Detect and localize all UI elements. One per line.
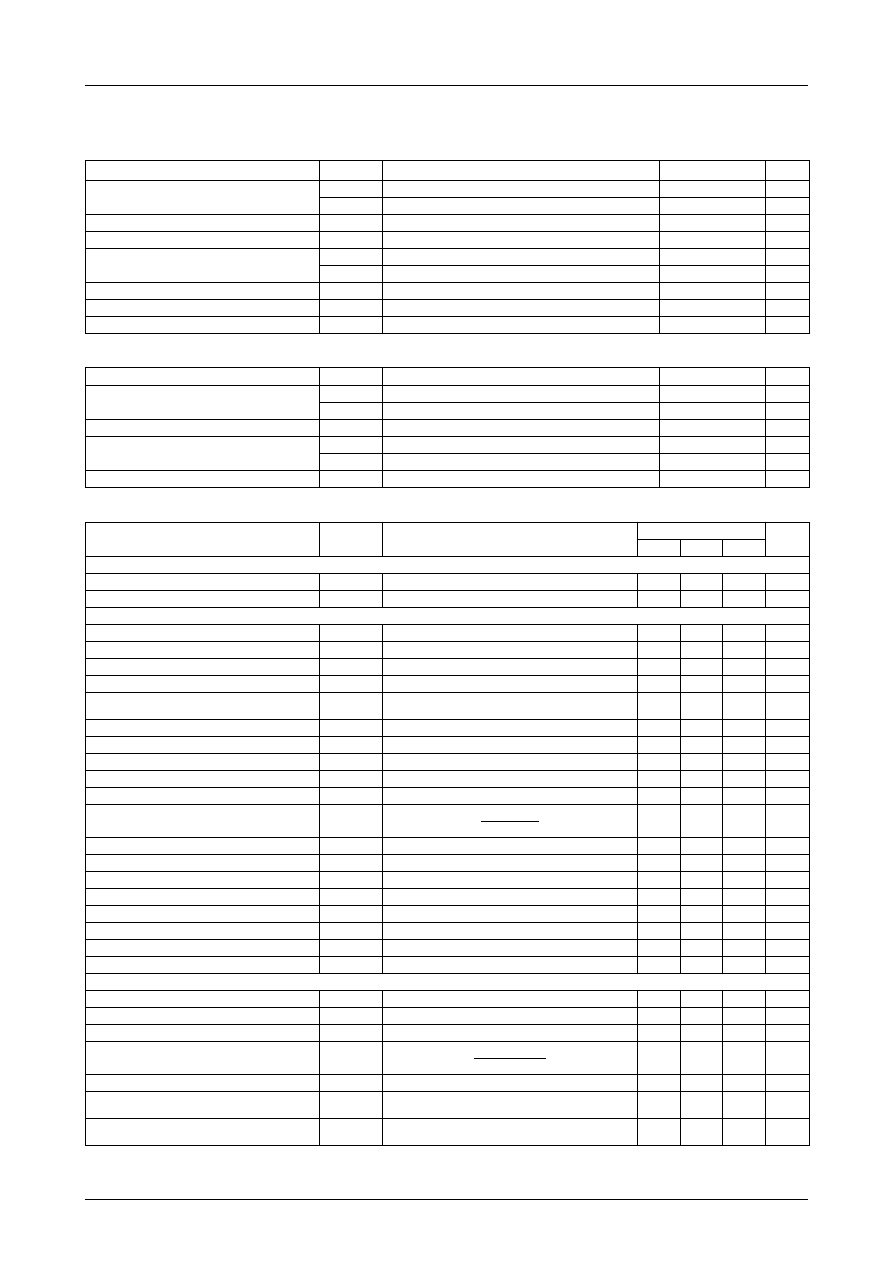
- table-row: [86, 317, 810, 334]
- table-row: [86, 838, 810, 855]
- table-row: [86, 737, 810, 754]
- section-row: [86, 974, 810, 991]
- section-row: [86, 557, 810, 574]
- table-row: [86, 957, 810, 974]
- table-row: [86, 181, 810, 198]
- table-row: [86, 249, 810, 266]
- table-row: [86, 940, 810, 957]
- table-row: [86, 805, 810, 838]
- table-row: [86, 754, 810, 771]
- table-row: [86, 788, 810, 805]
- header-rule: [85, 85, 808, 86]
- table-row: [86, 855, 810, 872]
- table-row: [86, 625, 810, 642]
- electrical-characteristics-table: [85, 522, 810, 1146]
- table-row: [86, 420, 810, 437]
- thermal-characteristics-table: [85, 367, 810, 488]
- table-row: [86, 923, 810, 940]
- table-row: [86, 771, 810, 788]
- table-row: [86, 720, 810, 737]
- table-row: [86, 232, 810, 249]
- table-header-row: [86, 368, 810, 386]
- table-row: [86, 906, 810, 923]
- fraction-bar: [481, 821, 539, 822]
- table-row: [86, 437, 810, 454]
- table-row: [86, 659, 810, 676]
- table-row: [86, 283, 810, 300]
- table-row: [86, 676, 810, 693]
- table-row: [86, 991, 810, 1008]
- table-row: [86, 591, 810, 608]
- absolute-max-ratings-table: [85, 160, 810, 334]
- table-header-row: [86, 523, 810, 540]
- table-row: [86, 642, 810, 659]
- table-row: [86, 471, 810, 488]
- table-row: [86, 889, 810, 906]
- section-row: [86, 608, 810, 625]
- table-row: [86, 1008, 810, 1025]
- table-row: [86, 1092, 810, 1119]
- table-row: [86, 1075, 810, 1092]
- table-row: [86, 300, 810, 317]
- table-row: [86, 215, 810, 232]
- table-row: [86, 693, 810, 720]
- table-row: [86, 386, 810, 403]
- table-row: [86, 1119, 810, 1146]
- table-row: [86, 872, 810, 889]
- table-row: [86, 1042, 810, 1075]
- fraction-bar: [474, 1058, 546, 1059]
- table-header-row: [86, 161, 810, 181]
- table-row: [86, 1025, 810, 1042]
- table-row: [86, 574, 810, 591]
- footer-rule: [85, 1199, 808, 1200]
